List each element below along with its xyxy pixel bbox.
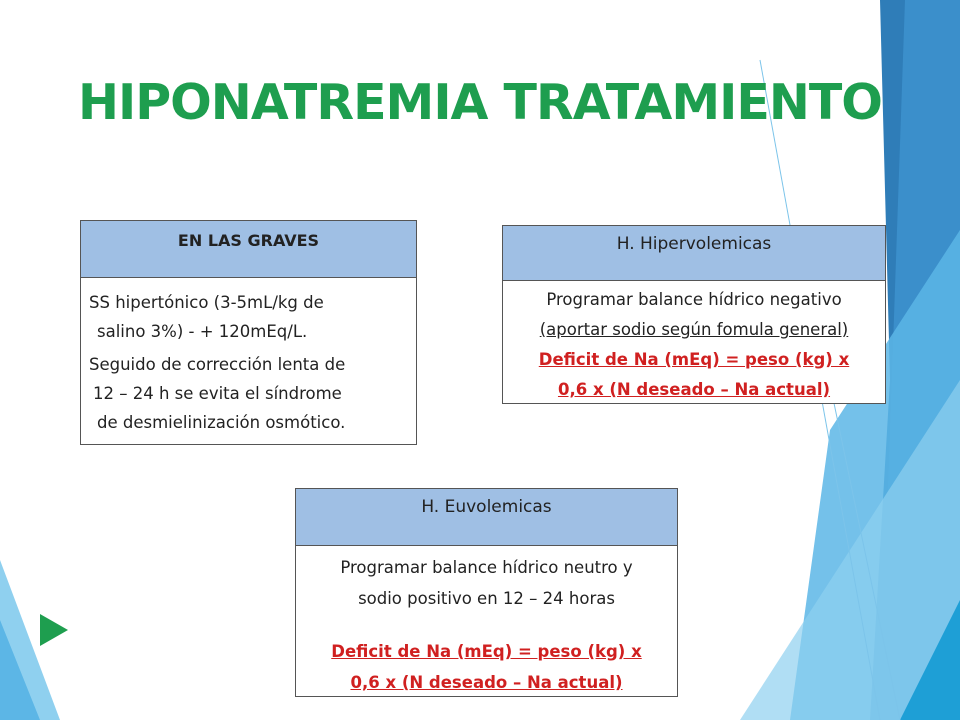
graves-body <box>81 278 416 437</box>
hipervolemicas-formula-2: 0,6 x (N deseado – Na actual) <box>557 380 831 399</box>
euvolemicas-formula-1: Deficit de Na (mEq) = peso (kg) x <box>331 642 642 661</box>
slide-title: HIPONATREMIA TRATAMIENTO <box>78 74 882 131</box>
euvolemicas-line-1: Programar balance hídrico neutro y <box>340 558 633 577</box>
hipervolemicas-box <box>502 225 886 404</box>
arrow-bullet-icon <box>40 614 68 646</box>
graves-line-4: 12 – 24 h se evita el síndrome <box>93 384 342 403</box>
euvolemicas-body <box>296 546 677 698</box>
graves-line-1: SS hipertónico (3-5mL/kg de <box>89 293 324 312</box>
hipervolemicas-line-1: Programar balance hídrico negativo <box>546 290 842 309</box>
euvolemicas-header: H. Euvolemicas <box>296 489 677 546</box>
graves-header: EN LAS GRAVES <box>81 221 416 278</box>
hipervolemicas-formula-1: Deficit de Na (mEq) = peso (kg) x <box>538 350 850 369</box>
hipervolemicas-line-2: (aportar sodio según fomula general) <box>539 320 849 339</box>
euvolemicas-line-2: sodio positivo en 12 – 24 horas <box>358 589 615 608</box>
euvolemicas-box <box>295 488 678 697</box>
euvolemicas-formula-2: 0,6 x (N deseado – Na actual) <box>350 673 623 692</box>
euvolemicas-spacer <box>296 614 677 636</box>
graves-line-3: Seguido de corrección lenta de <box>89 355 346 374</box>
graves-box <box>80 220 417 445</box>
hipervolemicas-header: H. Hipervolemicas <box>503 226 885 281</box>
hipervolemicas-body <box>503 281 885 405</box>
graves-line-2: salino 3%) - + 120mEq/L. <box>97 322 308 341</box>
graves-line-5: de desmielinización osmótico. <box>97 413 346 432</box>
